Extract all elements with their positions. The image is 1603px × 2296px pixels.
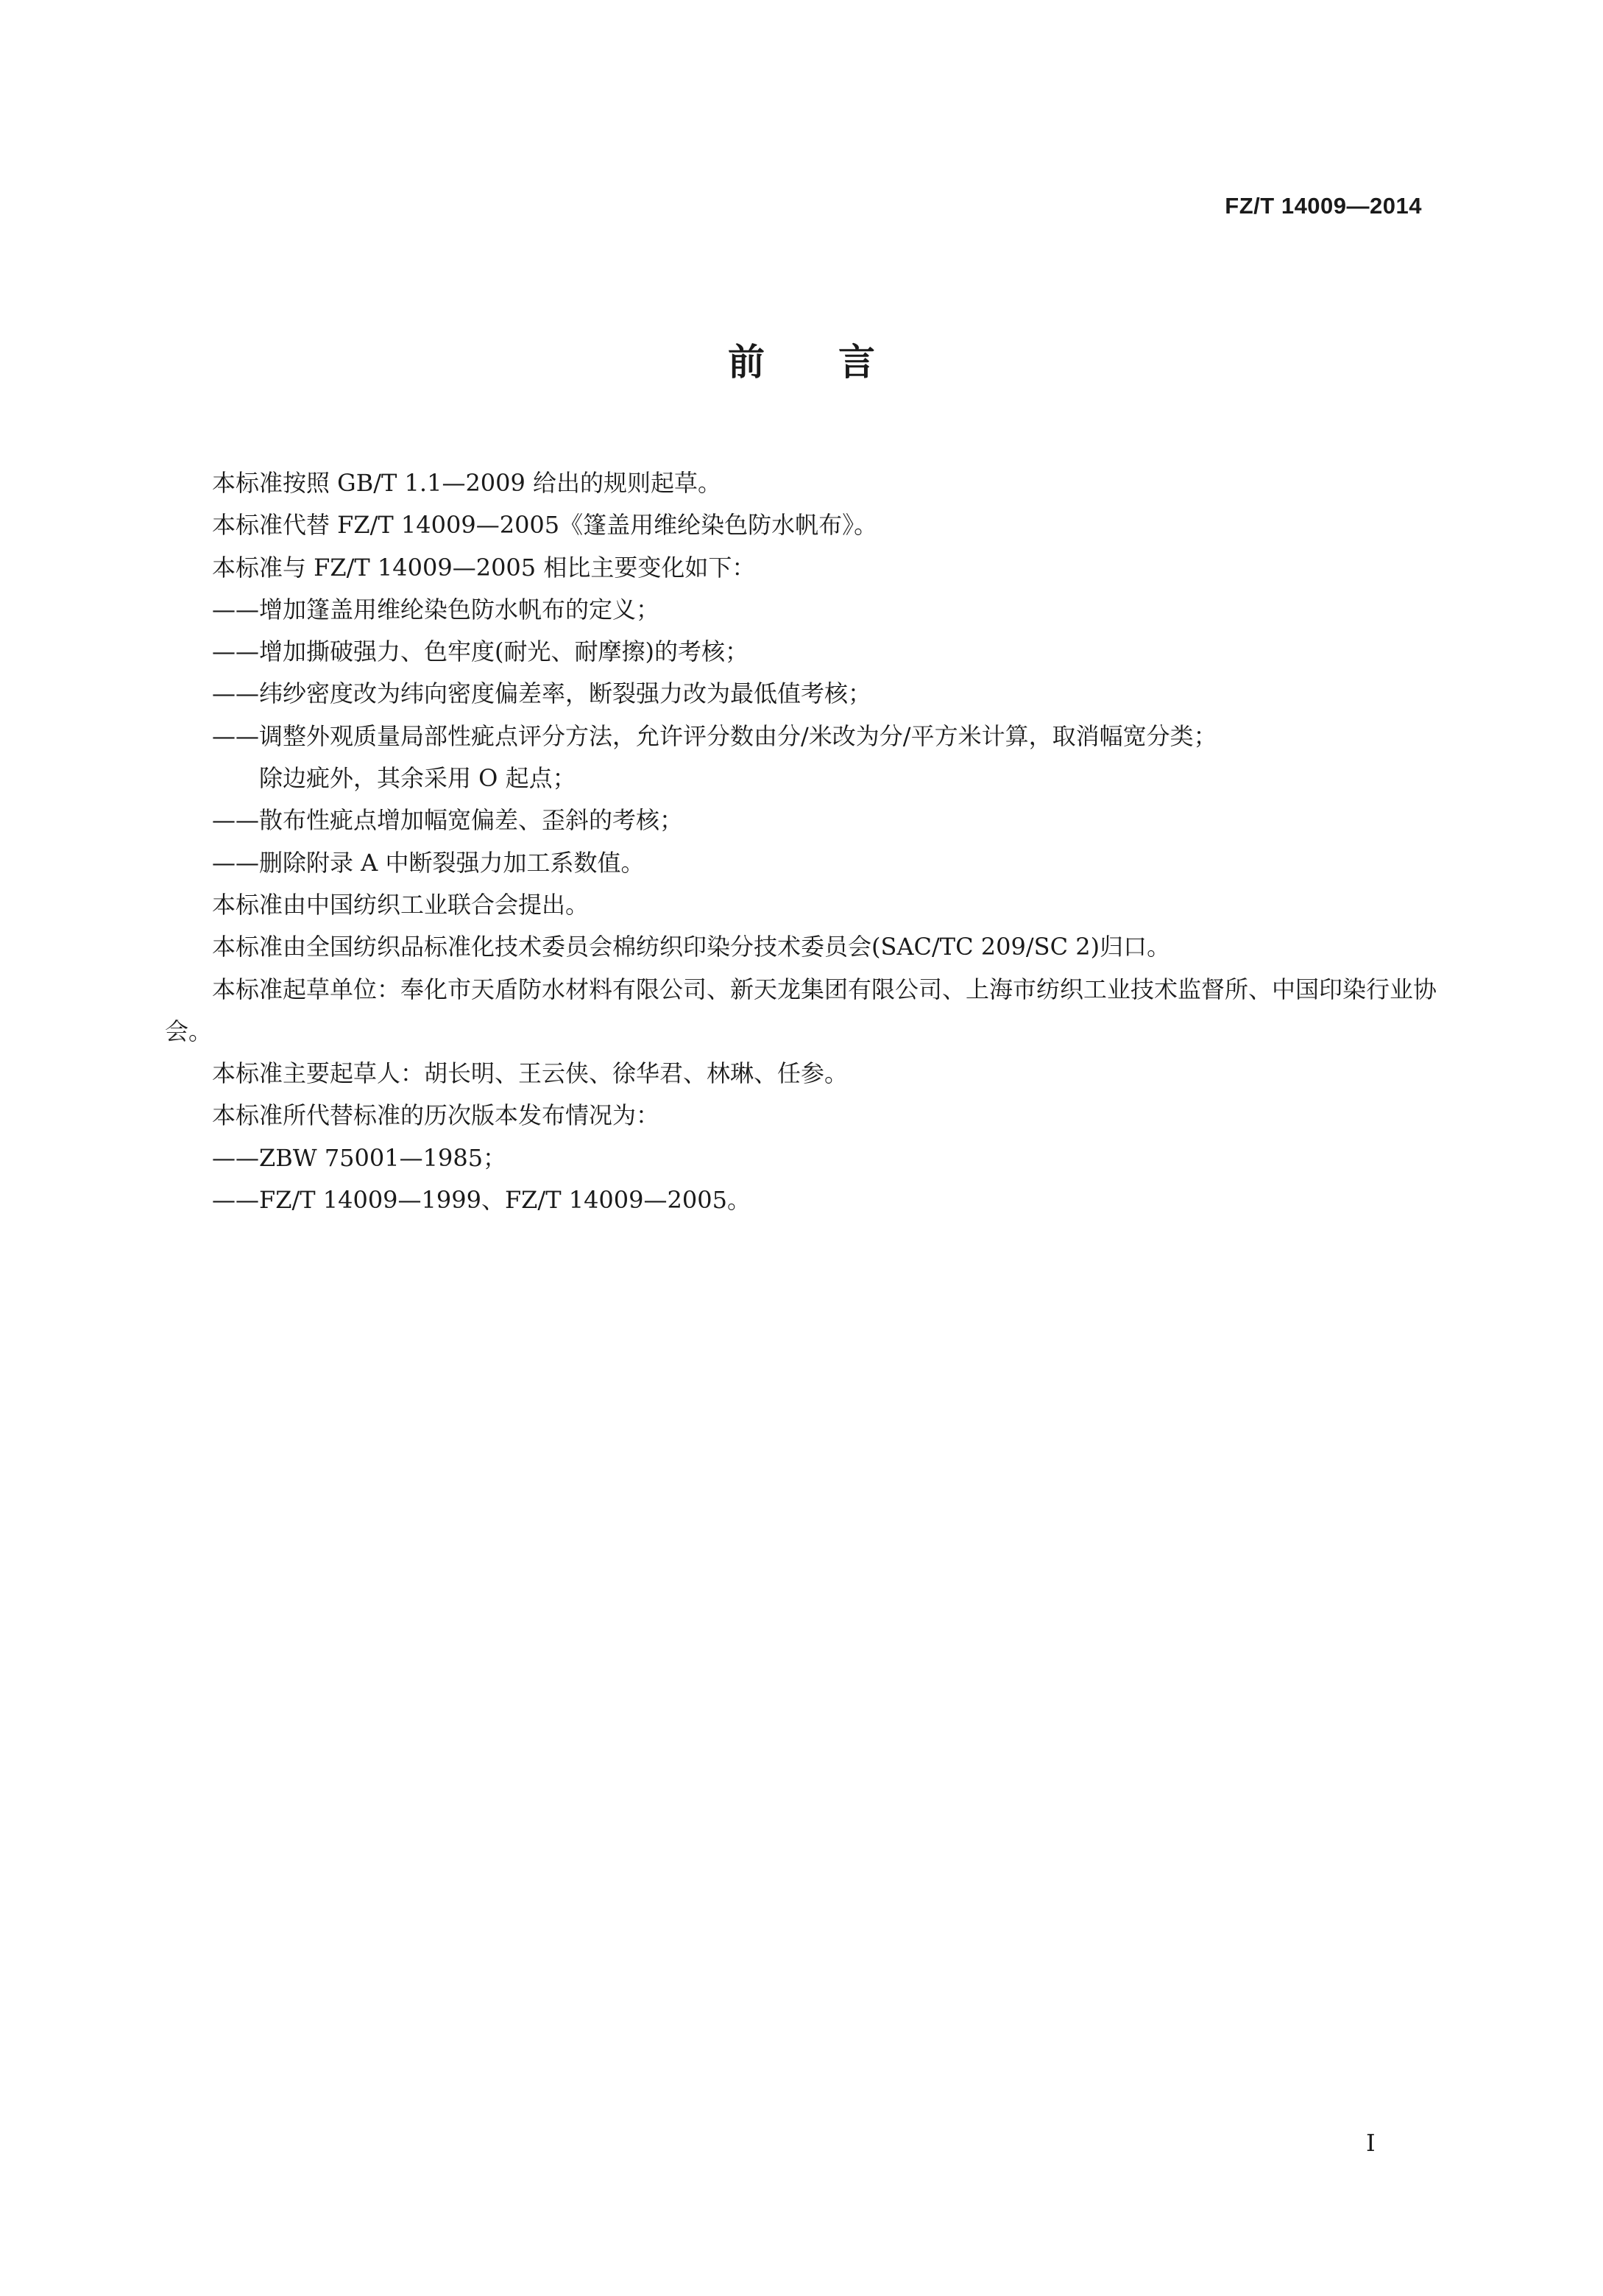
- foreword-body: [165, 462, 1437, 1221]
- change-item: ——增加篷盖用维纶染色防水帆布的定义；: [212, 595, 660, 624]
- paragraph-drafting-units: 本标准起草单位：奉化市天盾防水材料有限公司、新天龙集团有限公司、上海市纺织工业技术监督所、中国印染行业协会。: [165, 975, 1437, 1045]
- change-item: ——调整外观质量局部性疵点评分方法，允许评分数由分/米改为分/平方米计算，取消幅宽分类；: [212, 721, 1217, 750]
- page-number: I: [1366, 2129, 1376, 2157]
- paragraph-previous-editions: 本标准所代替标准的历次版本发布情况为：: [212, 1101, 660, 1130]
- paragraph-drafting-rules: 本标准按照 GB/T 1.1—2009 给出的规则起草。: [212, 469, 722, 497]
- edition-item: ——ZBW 75001—1985；: [212, 1143, 507, 1172]
- paragraph-replaces: 本标准代替 FZ/T 14009—2005《篷盖用维纶染色防水帆布》。: [212, 511, 878, 540]
- edition-item: ——FZ/T 14009—1999、FZ/T 14009—2005。: [212, 1186, 751, 1215]
- change-item: ——纬纱密度改为纬向密度偏差率，断裂强力改为最低值考核；: [212, 679, 872, 708]
- paragraph-main-drafters: 本标准主要起草人：胡长明、王云侠、徐华君、林琳、任参。: [212, 1059, 849, 1088]
- page-title: 前言: [728, 341, 949, 384]
- change-item-continuation: 除边疵外，其余采用 O 起点；: [259, 764, 576, 793]
- paragraph-proposed-by: 本标准由中国纺织工业联合会提出。: [212, 890, 590, 919]
- paragraph-changes-intro: 本标准与 FZ/T 14009—2005 相比主要变化如下：: [212, 553, 756, 582]
- standard-code: FZ/T 14009—2014: [1225, 193, 1422, 219]
- paragraph-under-jurisdiction: 本标准由全国纺织品标准化技术委员会棉纺织印染分技术委员会(SAC/TC 209/SC 2)归口。: [212, 933, 1171, 961]
- change-item: ——增加撕破强力、色牢度(耐光、耐摩擦)的考核；: [212, 637, 749, 666]
- change-item: ——散布性疵点增加幅宽偏差、歪斜的考核；: [212, 806, 684, 835]
- change-item: ——删除附录 A 中断裂强力加工系数值。: [212, 848, 645, 877]
